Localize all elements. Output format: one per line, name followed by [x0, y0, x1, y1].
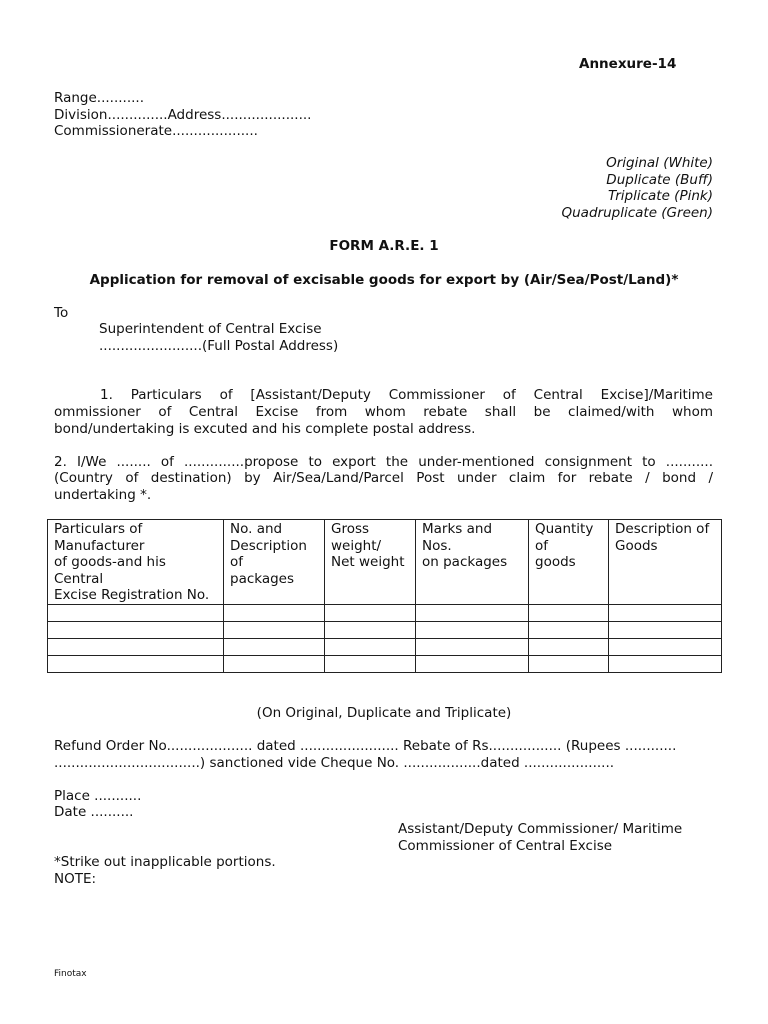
addressee-address: ........................(Full Postal Address) — [99, 338, 339, 354]
header-gross-net-weight: Gross weight/ Net weight — [325, 520, 416, 605]
header-quantity-of-goods: Quantity of goods — [529, 520, 609, 605]
addressee-name: Superintendent of Central Excise — [99, 321, 322, 337]
date-field: Date .......... — [54, 804, 134, 820]
signatory-line1: Assistant/Deputy Commissioner/ Maritime — [398, 821, 683, 837]
table-row — [48, 638, 722, 655]
note-label: NOTE: — [54, 871, 97, 887]
table-row — [48, 604, 722, 621]
form-subtitle: Application for removal of excisable goods for export by (Air/Sea/Post/Land)* — [89, 272, 679, 288]
refund-line2: ..................................) sanctioned vide Cheque No. ..................dated ..................... — [54, 755, 615, 771]
para2-line3: undertaking *. — [54, 487, 152, 503]
particulars-table — [47, 519, 722, 673]
copy-designations — [400, 155, 713, 221]
para2-line2: (Country of destination) by Air/Sea/Land/Parcel Post under claim for rebate / bond / — [54, 470, 713, 486]
range-field: Range........... — [54, 90, 144, 106]
para2-line1: 2. I/We ........ of ..............propose to export the under-mentioned consignment to ........... — [54, 454, 713, 470]
footer-brand: Finotax — [54, 969, 87, 979]
copy-quadruplicate: Quadruplicate (Green) — [561, 204, 713, 221]
to-label: To — [54, 305, 69, 321]
division-address-field: Division..............Address..................... — [54, 107, 312, 123]
header-description-of-goods: Description of Goods — [609, 520, 722, 605]
place-field: Place ........... — [54, 788, 142, 804]
header-particulars-of-manufacturer: Particulars of Manufacturer of goods-and his Central Excise Registration No. — [48, 520, 224, 605]
table-header-row — [48, 520, 722, 605]
header-no-and-description-of-packages: No. and Description of packages — [224, 520, 325, 605]
table-row — [48, 621, 722, 638]
copies-note: (On Original, Duplicate and Triplicate) — [256, 705, 512, 721]
para1-line3: bond/undertaking is excuted and his complete postal address. — [54, 421, 476, 437]
refund-line1: Refund Order No.................... dated ....................... Rebate of Rs................. (Rupees ............ — [54, 738, 677, 754]
annexure-label: Annexure-14 — [579, 56, 677, 72]
header-marks-and-nos: Marks and Nos. on packages — [416, 520, 529, 605]
para1-line2: ommissioner of Central Excise from whom rebate shall be claimed/with whom — [54, 404, 713, 420]
para1-line1: 1. Particulars of [Assistant/Deputy Commissioner of Central Excise]/Maritime — [100, 387, 713, 403]
commissionerate-field: Commissionerate.................... — [54, 123, 258, 139]
form-title: FORM A.R.E. 1 — [329, 238, 439, 254]
table-row — [48, 655, 722, 672]
copy-duplicate: Duplicate (Buff) — [606, 171, 713, 188]
signatory-line2: Commissioner of Central Excise — [398, 838, 613, 854]
copy-original: Original (White) — [606, 155, 713, 171]
strike-note: *Strike out inapplicable portions. — [54, 854, 276, 870]
copy-triplicate: Triplicate (Pink) — [608, 188, 713, 204]
